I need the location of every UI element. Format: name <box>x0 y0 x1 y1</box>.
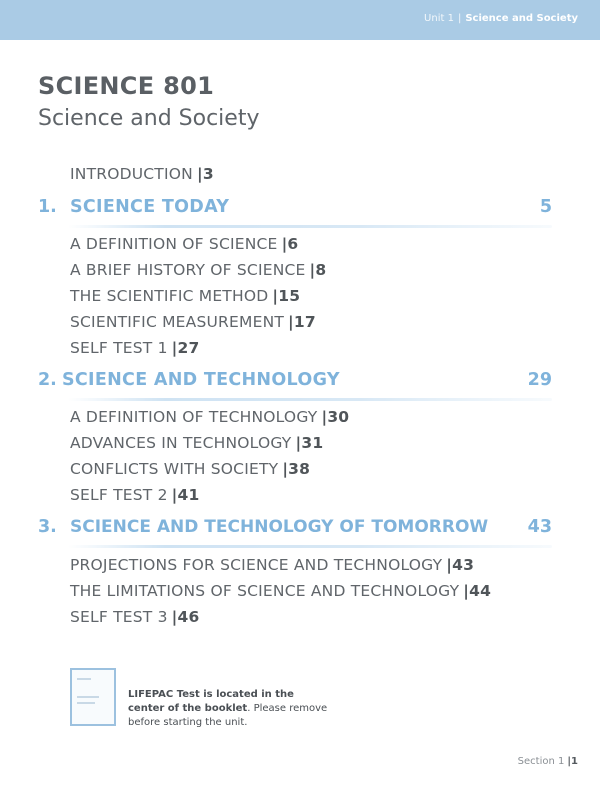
header-bar <box>0 0 600 40</box>
toc-item[interactable] <box>70 339 200 357</box>
toc-item[interactable] <box>70 582 491 600</box>
toc-item-page: |44 <box>463 582 492 600</box>
note-bold-text: LIFEPAC Test is located in the center of the booklet <box>128 689 294 714</box>
section-heading-2[interactable] <box>38 370 552 396</box>
section-divider <box>68 545 552 548</box>
toc-item-label: INTRODUCTION <box>70 165 193 183</box>
toc-item-page: |30 <box>321 408 350 426</box>
toc-item-page: |15 <box>272 287 301 305</box>
toc-item[interactable] <box>70 486 200 504</box>
toc-item[interactable] <box>70 261 326 279</box>
note-rest-text: . Please remove before starting the unit. <box>128 703 328 728</box>
section-page: 43 <box>527 517 552 537</box>
toc-item-page: |38 <box>282 460 311 478</box>
header-separator: | <box>457 13 462 24</box>
page-footer <box>518 756 578 767</box>
header-breadcrumb <box>424 13 578 24</box>
header-unit: Unit 1 <box>424 13 454 24</box>
toc-item-page: |31 <box>295 434 324 452</box>
toc-item-page: |8 <box>309 261 327 279</box>
section-number: 2. <box>38 370 57 390</box>
toc-item[interactable] <box>70 556 474 574</box>
toc-item-label: SELF TEST 1 <box>70 339 168 357</box>
section-heading-1[interactable] <box>38 197 552 223</box>
toc-item-label: SELF TEST 2 <box>70 486 168 504</box>
section-heading-3[interactable] <box>38 517 552 543</box>
toc-item-page: |17 <box>288 313 316 331</box>
section-title: SCIENCE AND TECHNOLOGY <box>62 370 340 390</box>
section-divider <box>68 225 552 228</box>
footer-section-label: Section 1 <box>517 756 565 767</box>
toc-item-introduction[interactable] <box>70 165 214 183</box>
toc-item-label: A BRIEF HISTORY OF SCIENCE <box>70 261 306 279</box>
toc-item-page: |6 <box>281 235 299 253</box>
toc-item-label: THE SCIENTIFIC METHOD <box>70 287 269 305</box>
section-number: 1. <box>38 197 57 217</box>
toc-item[interactable] <box>70 235 298 253</box>
toc-item-page: |43 <box>446 556 475 574</box>
booklet-thumbnail-icon <box>70 668 116 726</box>
header-title: Science and Society <box>465 13 578 24</box>
toc-item-label: SELF TEST 3 <box>70 608 168 626</box>
toc-item[interactable] <box>70 608 200 626</box>
section-page: 5 <box>539 197 552 217</box>
section-number: 3. <box>38 517 57 537</box>
section-title: SCIENCE AND TECHNOLOGY OF TOMORROW <box>70 517 489 537</box>
toc-item-label: THE LIMITATIONS OF SCIENCE AND TECHNOLOGY <box>70 582 460 600</box>
toc-item[interactable] <box>70 434 323 452</box>
toc-item-label: CONFLICTS WITH SOCIETY <box>70 460 279 478</box>
toc-item-label: PROJECTIONS FOR SCIENCE AND TECHNOLOGY <box>70 556 443 574</box>
toc-item[interactable] <box>70 313 316 331</box>
toc-item-page: |46 <box>171 608 200 626</box>
toc-item-label: A DEFINITION OF SCIENCE <box>70 235 278 253</box>
toc-item-page: |41 <box>171 486 200 504</box>
toc-item-label: A DEFINITION OF TECHNOLOGY <box>70 408 318 426</box>
section-title: SCIENCE TODAY <box>70 197 230 217</box>
page-subtitle: Science and Society <box>38 106 260 131</box>
toc-item[interactable] <box>70 460 310 478</box>
page-title: SCIENCE 801 <box>38 72 215 100</box>
footer-page-number: |1 <box>567 756 578 767</box>
toc-item-page: |3 <box>196 165 214 183</box>
toc-item[interactable] <box>70 287 300 305</box>
section-divider <box>68 398 552 401</box>
section-page: 29 <box>527 370 552 390</box>
toc-item-label: SCIENTIFIC MEASUREMENT <box>70 313 285 331</box>
toc-item[interactable] <box>70 408 349 426</box>
toc-item-page: |27 <box>171 339 200 357</box>
toc-item-label: ADVANCES IN TECHNOLOGY <box>70 434 292 452</box>
lifepac-test-note <box>128 688 328 730</box>
